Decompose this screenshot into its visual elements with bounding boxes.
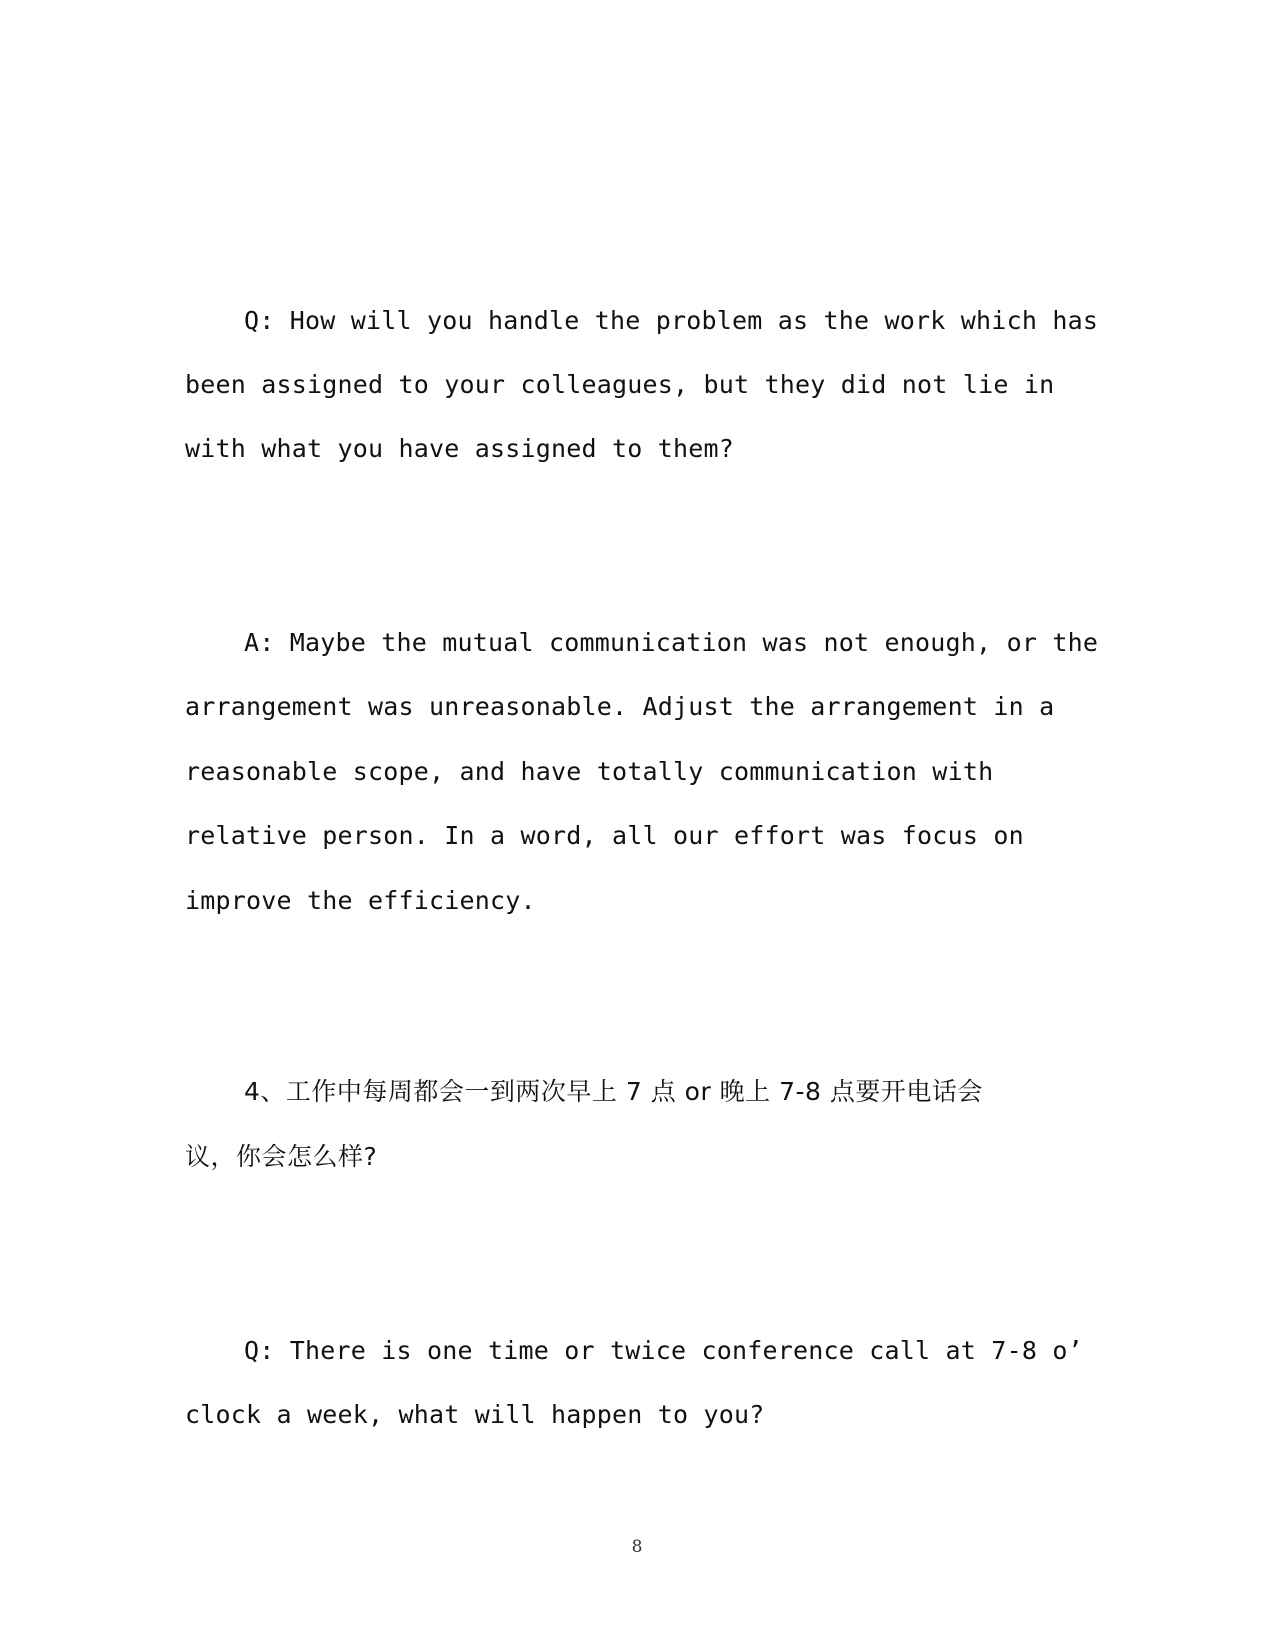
paragraph-line: been assigned to your colleagues, but they did not lie in (185, 370, 1055, 399)
paragraph-line: with what you have assigned to them? (185, 434, 735, 463)
paragraph-line: Q: How will you handle the problem as the work which has (244, 306, 1099, 335)
paragraph-line: 4、工作中每周都会一到两次早上 7 点 or 晚上 7-8 点要开电话会 (244, 1077, 983, 1106)
paragraph-line: improve the efficiency. (185, 886, 536, 915)
paragraph-line: arrangement was unreasonable. Adjust the arrangement in a (185, 692, 1055, 721)
paragraph-line: Q: There is one time or twice conference call at 7-8 o’ (244, 1336, 1083, 1365)
paragraph-line: 议，你会怎么样? (185, 1142, 378, 1171)
paragraph-line: relative person. In a word, all our effort was focus on (185, 821, 1024, 850)
paragraph-line: clock a week, what will happen to you? (185, 1400, 765, 1429)
paragraph-line: reasonable scope, and have totally communication with (185, 757, 994, 786)
page-number: 8 (631, 1537, 643, 1557)
paragraph-line: A: Maybe the mutual communication was not enough, or the (244, 628, 1099, 657)
